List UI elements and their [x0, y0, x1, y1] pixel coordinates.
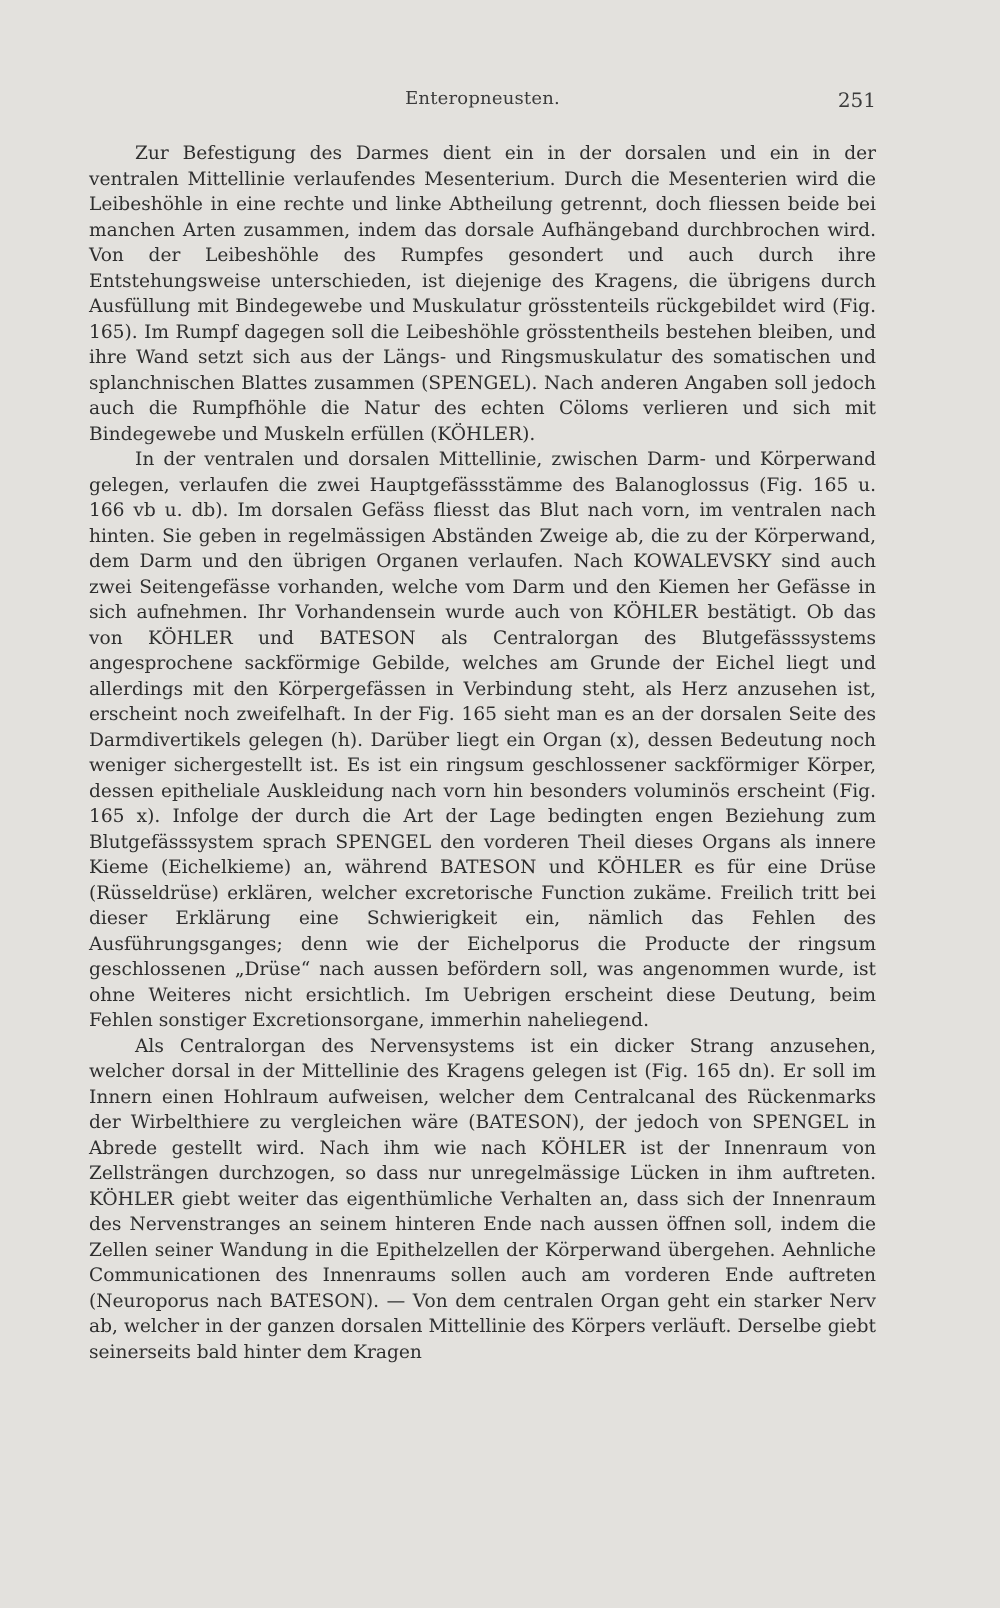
body-text [89, 141, 876, 1365]
running-title: Enteropneusten. [405, 88, 560, 109]
paragraph-nervous-system: Als Centralorgan des Nervensystems ist ein dicker Strang anzusehen, welcher dorsal in der Mittellinie des Kragens gelegen ist (Fig. 165 dn). Er soll im Innern einen Hohlraum aufweisen, welcher dem Centralcanal des Rückenmarks der Wirbelthiere zu vergleichen wäre (BATESON), der jedoch von SPENGEL in Abrede gestellt wird. Nach ihm wie nach KÖHLER ist der Innenraum von Zellsträngen durchzogen, so dass nur unregelmässige Lücken in ihm auftreten. KÖHLER giebt weiter das eigenthümliche Verhalten an, dass sich der Innenraum des Nervenstranges an seinem hinteren Ende nach aussen öffnen soll, indem die Zellen seiner Wandung in die Epithelzellen der Körperwand übergehen. Aehnliche Communicationen des Innenraums sollen auch am vorderen Ende auftreten (Neuroporus nach BATESON). — Von dem centralen Organ geht ein starker Nerv ab, welcher in der ganzen dorsalen Mittellinie des Körpers verläuft. Derselbe giebt seinerseits bald hinter dem Kragen [89, 1035, 876, 1363]
paragraph-blood-vessels: In der ventralen und dorsalen Mittellinie, zwischen Darm- und Körperwand gelegen, verlaufen die zwei Hauptgefässstämme des Balanoglossus (Fig. 165 u. 166 vb u. db). Im dorsalen Gefäss fliesst das Blut nach vorn, im ventralen nach hinten. Sie geben in regelmässigen Abständen Zweige ab, die zu der Körperwand, dem Darm und den übrigen Organen verlaufen. Nach KOWALEVSKY sind auch zwei Seitengefässe vorhanden, welche vom Darm und den Kiemen her Gefässe in sich aufnehmen. Ihr Vorhandensein wurde auch von KÖHLER bestätigt. Ob das von KÖHLER und BATESON als Centralorgan des Blutgefässsystems angesprochene sackförmige Gebilde, welches am Grunde der Eichel liegt und allerdings mit den Körpergefässen in Verbindung steht, als Herz anzusehen ist, erscheint noch zweifelhaft. In der Fig. 165 sieht man es an der dorsalen Seite des Darmdivertikels gelegen (h). Darüber liegt ein Organ (x), dessen Bedeutung noch weniger sichergestellt ist. Es ist ein ringsum geschlossener sackförmiger Körper, dessen epitheliale Auskleidung nach vorn hin besonders voluminös erscheint (Fig. 165 x). Infolge der durch die Art der Lage bedingten engen Beziehung zum Blutgefässsystem sprach SPENGEL den vorderen Theil dieses Organs als innere Kieme (Eichelkieme) an, während BATESON und KÖHLER es für eine Drüse (Rüsseldrüse) erklären, welcher excretorische Function zukäme. Freilich tritt bei dieser Erklärung eine Schwierigkeit ein, nämlich das Fehlen des Ausführungsganges; denn wie der Eichelporus die Producte der ringsum geschlossenen „Drüse“ nach aussen befördern soll, was angenommen wurde, ist ohne Weiteres nicht ersichtlich. Im Uebrigen erscheint diese Deutung, beim Fehlen sonstiger Excretionsorgane, immerhin naheliegend. [89, 449, 876, 1031]
page-header [89, 88, 876, 118]
page-number: 251 [837, 88, 876, 112]
paragraph-body-cavity: Zur Befestigung des Darmes dient ein in der dorsalen und ein in der ventralen Mittellinie verlaufendes Mesenterium. Durch die Mesenterien wird die Leibeshöhle in eine rechte und linke Abtheilung getrennt, doch fliessen beide bei manchen Arten zusammen, indem das dorsale Aufhängeband durchbrochen wird. Von der Leibeshöhle des Rumpfes gesondert und auch durch ihre Entstehungsweise unterschieden, ist diejenige des Kragens, die übrigens durch Ausfüllung mit Bindegewebe und Muskulatur grösstenteils rückgebildet wird (Fig. 165). Im Rumpf dagegen soll die Leibeshöhle grösstentheils bestehen bleiben, und ihre Wand setzt sich aus der Längs- und Ringsmuskulatur des somatischen und splanchnischen Blattes zusammen (SPENGEL). Nach anderen Angaben soll jedoch auch die Rumpfhöhle die Natur des echten Cöloms verlieren und sich mit Bindegewebe und Muskeln erfüllen (KÖHLER). [89, 143, 876, 445]
